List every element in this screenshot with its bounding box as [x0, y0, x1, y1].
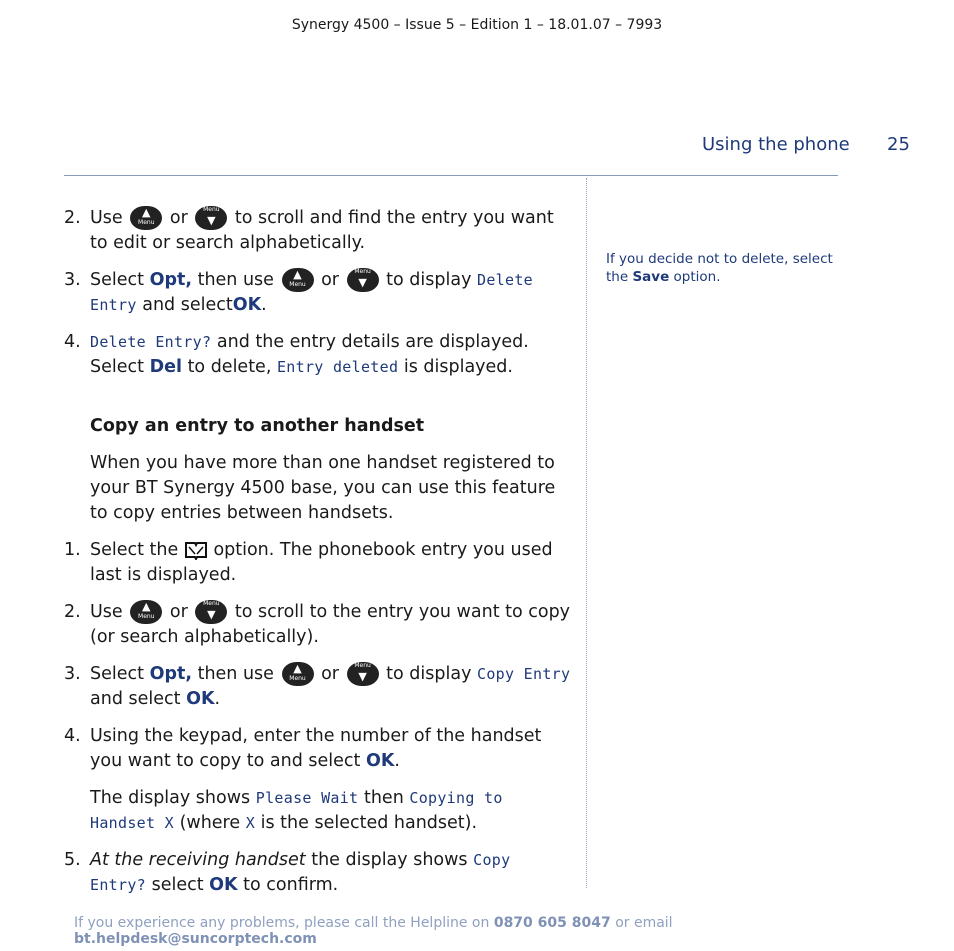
up-menu-nav-icon: ▲ Menu	[130, 600, 162, 624]
up-menu-nav-icon: ▲ Menu	[282, 662, 314, 686]
softkey-ok: OK	[186, 689, 215, 709]
main-column	[64, 206, 574, 910]
section-heading: Copy an entry to another handset	[90, 416, 425, 436]
column-divider	[586, 178, 587, 888]
lcd-text: X	[245, 814, 256, 832]
lcd-text: Please Wait	[255, 789, 359, 807]
lcd-text: Entry deleted	[276, 358, 399, 376]
page-number: 25	[887, 134, 910, 155]
step-a-4: 4. Delete Entry? and the entry details are displayed. Select Del to delete, Entry deleted is displayed.	[64, 332, 529, 377]
display-note: The display shows Please Wait then Copying to Handset X (where X is the selected handset).	[90, 788, 503, 833]
footer-helpline: If you experience any problems, please call the Helpline on 0870 605 8047 or email bt.helpdesk@suncorptech.com	[74, 915, 673, 947]
step-number: 2.	[64, 208, 81, 228]
step-b-2: 2. Use ▲ Menu or Menu ▼ to scroll to the entry you want to copy (or search alphabetically).	[64, 600, 571, 647]
down-menu-nav-icon: Menu ▼	[195, 600, 227, 624]
step-a-3: 3. Select Opt, then use ▲ Menu or Menu ▼ to display Delete Entry and selectOK.	[64, 268, 534, 315]
step-a-2: 2. Use ▲ Menu or Menu ▼ to scroll and find the entry you want to edit or search alphabetically.	[64, 206, 554, 253]
helpdesk-email: bt.helpdesk@suncorptech.com	[74, 931, 317, 947]
softkey-ok: OK	[209, 875, 238, 895]
softkey-del: Del	[149, 357, 182, 377]
softkey-opt: Opt,	[149, 270, 192, 290]
lcd-text: Delete Entry	[90, 271, 534, 314]
down-menu-nav-icon: Menu ▼	[195, 206, 227, 230]
lcd-text: Delete Entry?	[90, 333, 212, 351]
lcd-text: Copy Entry?	[90, 851, 511, 894]
phonebook-icon	[184, 540, 208, 560]
softkey-ok: OK	[365, 751, 395, 771]
softkey-opt: Opt,	[149, 664, 192, 684]
lcd-text: Copy Entry	[477, 665, 571, 683]
step-b-5: 5. At the receiving handset the display shows Copy Entry? select OK to confirm.	[64, 850, 511, 895]
lcd-text: Copying to Handset X	[90, 789, 503, 832]
document-header: Synergy 4500 – Issue 5 – Edition 1 – 18.01.07 – 7993	[291, 17, 663, 33]
softkey-ok: OK	[232, 295, 262, 315]
section-title: Using the phone	[702, 134, 850, 155]
up-menu-nav-icon: ▲ Menu	[282, 268, 314, 292]
down-menu-nav-icon: Menu ▼	[347, 662, 379, 686]
intro-paragraph: When you have more than one handset registered to your BT Synergy 4500 base, you can use this feature to copy entries between handsets.	[90, 453, 556, 523]
step-text: Use	[90, 208, 123, 228]
step-b-4: 4. Using the keypad, enter the number of the handset you want to copy to and select OK.	[64, 726, 542, 771]
helpline-number: 0870 605 8047	[493, 915, 611, 931]
step-b-1: 1. Select the option. The phonebook entry you used last is displayed.	[64, 540, 553, 585]
down-menu-nav-icon: Menu ▼	[347, 268, 379, 292]
sidebar-note: If you decide not to delete, select the Save option.	[606, 251, 833, 285]
up-menu-nav-icon: ▲ Menu	[130, 206, 162, 230]
header-rule	[64, 175, 838, 176]
step-b-3: 3. Select Opt, then use ▲ Menu or Menu ▼ to display Copy Entry and select OK.	[64, 662, 571, 709]
